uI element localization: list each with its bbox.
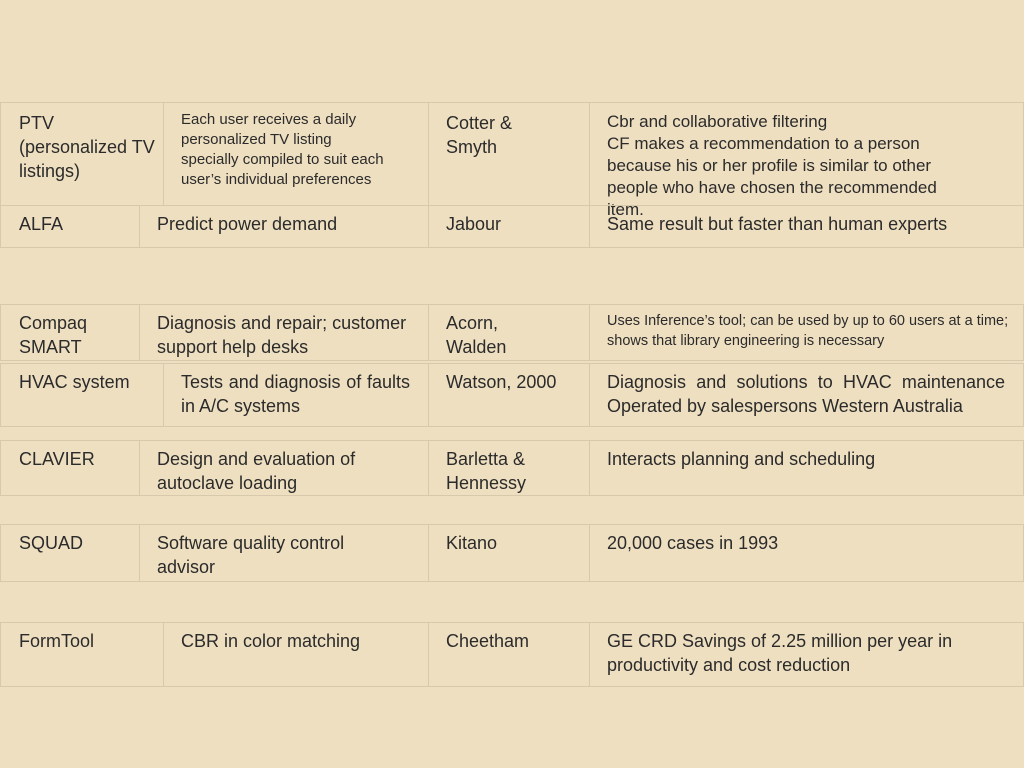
system-cell (0, 525, 139, 581)
authors-text: Cotter & Smyth (446, 113, 513, 157)
notes-line: GE CRD Savings of 2.25 million per year in productivity and cost reduction (607, 631, 953, 675)
description-text: Each user receives a daily personalized TV listing specially compiled to suit each user’s individual preferences (181, 111, 384, 188)
description-cell (139, 525, 428, 581)
system-name: PTV (personalized TV listings) (19, 113, 155, 181)
system-cell (0, 364, 163, 426)
authors-cell (428, 103, 589, 205)
system-name: Compaq SMART (19, 313, 88, 357)
authors-text: Barletta & Hennessy (446, 449, 527, 493)
table-row (0, 440, 1024, 496)
authors-cell (428, 305, 589, 360)
authors-cell (428, 623, 589, 686)
authors-text: Kitano (446, 533, 498, 553)
description-text: Software quality control advisor (157, 533, 345, 577)
authors-cell (428, 364, 589, 426)
notes-line: 20,000 cases in 1993 (607, 533, 779, 553)
system-name: ALFA (19, 214, 64, 234)
table-row (0, 205, 1024, 248)
notes-cell (589, 441, 1024, 495)
notes-line: Operated by salespersons Western Australia (607, 396, 963, 416)
system-cell (0, 103, 163, 205)
description-cell (163, 103, 428, 205)
system-cell (0, 305, 139, 360)
description-cell (163, 623, 428, 686)
authors-cell (428, 206, 589, 247)
description-cell (163, 364, 428, 426)
table-row (0, 622, 1024, 687)
description-cell (139, 441, 428, 495)
authors-text: Jabour (446, 214, 502, 234)
authors-text: Watson, 2000 (446, 372, 557, 392)
system-cell (0, 441, 139, 495)
system-name: SQUAD (19, 533, 84, 553)
notes-line: Diagnosis and solutions to HVAC maintenance (607, 372, 1005, 392)
description-text: CBR in color matching (181, 631, 361, 651)
notes-line: Interacts planning and scheduling (607, 449, 876, 469)
description-text: Design and evaluation of autoclave loading (157, 449, 356, 493)
description-text: Predict power demand (157, 214, 338, 234)
notes-cell (589, 305, 1024, 360)
table-row (0, 363, 1024, 427)
notes-cell (589, 525, 1024, 581)
table-row (0, 102, 1024, 219)
notes-line: Cbr and collaborative filtering (607, 112, 828, 131)
notes-cell (589, 364, 1024, 426)
authors-text: Cheetham (446, 631, 530, 651)
authors-text: Acorn, Walden (446, 313, 507, 357)
description-text: Diagnosis and repair; customer support help desks (157, 313, 407, 357)
table-row (0, 524, 1024, 582)
authors-cell (428, 441, 589, 495)
description-cell (139, 206, 428, 247)
notes-cell (589, 623, 1024, 686)
notes-line: Same result but faster than human experts (607, 214, 948, 234)
table-row (0, 304, 1024, 361)
notes-line: Uses Inference’s tool; can be used by up to 60 users at a time; shows that library engineering is necessary (607, 313, 1009, 349)
system-name: CLAVIER (19, 449, 95, 469)
notes-cell (589, 103, 1024, 219)
system-cell (0, 206, 139, 247)
authors-cell (428, 525, 589, 581)
system-name: HVAC system (19, 372, 130, 392)
description-text: Tests and diagnosis of faults in A/C systems (181, 372, 410, 416)
notes-line: CF makes a recommendation to a person because his or her profile is similar to other people who have chosen the recommended item. (607, 134, 937, 219)
notes-cell (589, 206, 1024, 247)
description-cell (139, 305, 428, 360)
system-name: FormTool (19, 631, 95, 651)
system-cell (0, 623, 163, 686)
